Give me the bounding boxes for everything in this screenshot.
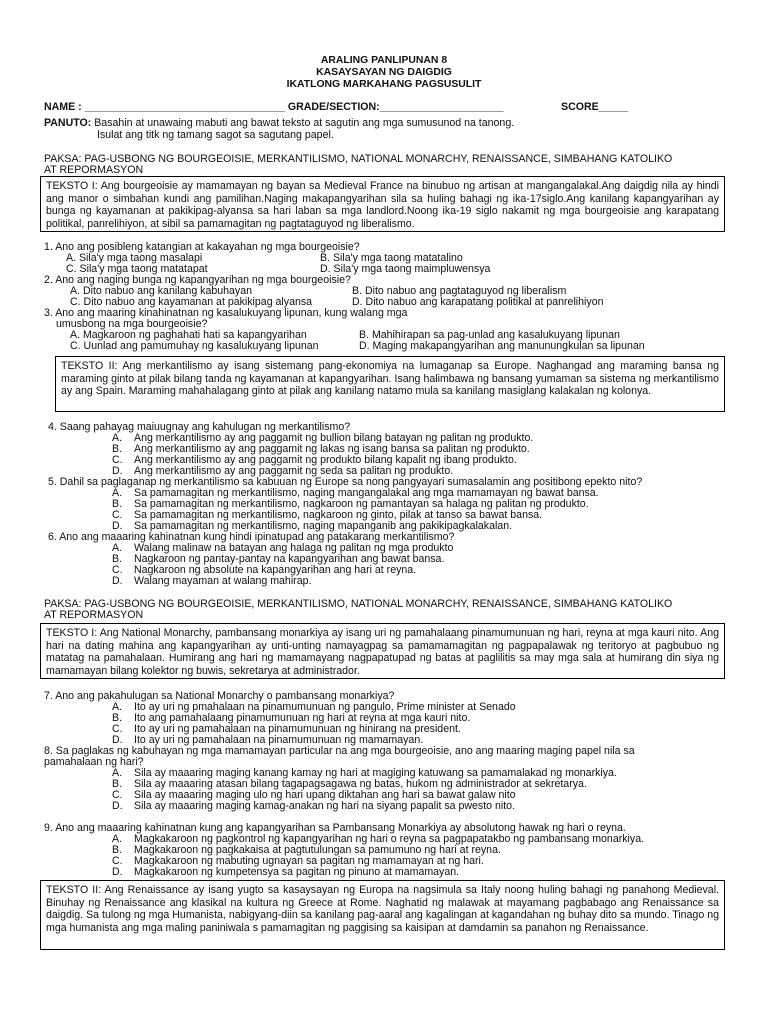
topic-heading-2-cont: AT REPORMASYON [44,609,144,621]
option-letter: D. [112,734,123,746]
exam-title: IKATLONG MARKAHANG PAGSUSULIT [286,79,482,90]
option-text: Magkakaroon ng kumpetensya sa pagitan ng pinuno at mamamayan. [134,866,460,878]
option-text: Sa pamamagitan ng merkantilismo, nagkaroon ng pamantayan sa halaga ng palitan ng produkto. [134,498,589,510]
option-letter: D. [112,575,123,587]
reading-text-box-3 [40,623,725,679]
option-text: Sa pamamagitan ng merkantilismo, naging mapanganib ang pakikipagkalakalan. [134,520,513,532]
question-9-option-d [112,866,459,879]
reading-text-1: TEKSTO I: Ang bourgeoisie ay mamamayan ng bayan sa Medieval France na binubuo ng artisan at mangangalakal.Ang daigdig nila ay hindi ang manor o simbahan kundi ang pamilihan.Naging makapangyarihan sila sa huling bahagi ng ika-17siglo.Ang kanilang kapangyarihan ay bunga ng kayamanan at pakikipag-alyansa sa hari laban sa mga landlord.Noong ika-19 siglo nakamit ng mga bourgeoisie ang karapatang politikal, panrelihiyon, at sibil sa pamamagitan ng pagtataguyod ng liberalismo. [46,180,719,230]
option-text: Sa pamamagitan ng merkantilismo, nagkaroon ng ginto, pilak at tanso sa bawat bansa. [134,509,543,521]
question-3-option-a: A. Magkaroon ng paghahati hati sa kapangyarihan [70,329,307,341]
reading-text-4: TEKSTO II: Ang Renaissance ay isang yugto sa kasaysayan ng Europa na nagsimula sa Italy noong huling bahagi ng panahong Medieval. Binuhay ng Renaissance ang klasikal na kultura ng Greece at Rome. Naghatid ng malawak at mayamang pagbabago ang Renaissance sa daigdig. Sa tulong ng mga Humanista, nabigyang-diin sa kanilang pag-aaral ang kagalingan at kagandahan ng buhay dito sa mundo. Tinago ng mga humanista ang mga maling paniniwala s pamamagitan ng paggising sa kaisipan at damdamin sa panahon ng Renaissance. [46,884,719,934]
reading-text-3: TEKSTO I: Ang National Monarchy, pambansang monarkiya ay isang uri ng pamahalaang pinamumunuan ng hari, reyna at mga kauri nito. Ang hari na dating mahina ang kapangyarihan ay unti-unting namayagpag sa pamamamagitan ng pagpapalawak ng teritoryo at pagbubuo ng matatag na pamahalaan. Humirang ang hari ng mamamayang nagpapatupad ng batas at paglilitis sa may mga sala at humirang din siya ng mamamayan bilang kolektor ng buwis, sekretarya at administrador. [46,627,719,677]
option-letter: A. [112,701,123,713]
question-3-option-c: C. Uunlad ang pamumuhay ng kasalukuyang lipunan [70,340,319,352]
option-letter: C. [112,564,123,576]
option-letter: A. [112,542,123,554]
option-text: Nagkaroon ng pantay-pantay na kapangyarihan ang bawat bansa. [134,553,445,565]
instructions [44,117,514,130]
question-1-option-c: C. Sila'y mga taong matatapat [66,263,208,275]
question-6: 6. Ano ang maaaring kahinatnan kung hindi ipinatupad ang patakarang merkantilismo? [48,531,455,543]
option-text: Nagkaroon ng absolute na kapangyarihan ang hari at reyna. [134,564,417,576]
option-letter: D. [112,465,123,477]
question-3-option-d: D. Maging makapangyarihan ang manunungkulan sa lipunan [359,340,645,352]
question-6-option-d [112,575,311,588]
option-text: Ang merkantilismo ay ang paggamit ng bullion bilang batayan ng palitan ng produkto. [134,432,534,444]
question-5: 5. Dahil sa paglaganap ng merkantilismo sa kabuuan ng Europe sa nong pangyayari sumasalamin ang positibong epekto nito? [48,476,643,488]
option-text: Walang mayaman at walang mahirap. [134,575,312,587]
option-letter: D. [112,520,123,532]
question-2-option-d: D. Dito nabuo ang karapatang politikal at panrelihiyon [352,296,604,308]
option-text: Ang merkantilismo ay ang paggamit ng seda sa palitan ng produkto. [134,465,454,477]
option-letter: A. [112,833,123,845]
option-letter: C. [112,723,123,735]
option-letter: A. [112,487,123,499]
question-1-option-a: A. Sila'y mga taong masalapi [66,252,203,264]
option-letter: C. [112,855,123,867]
question-2: 2. Ano ang naging bunga ng kapangyarihan ng mga bourgeoisie? [44,274,351,286]
option-text: Ito ang pamahalaang pinamumunuan ng hari at reyna at mga kauri nito. [134,712,471,724]
question-8-option-d [112,800,515,813]
option-letter: A. [112,432,123,444]
option-letter: C. [112,454,123,466]
instructions-line-2: Isulat ang titk ng tamang sagot sa sagutang papel. [97,129,334,141]
option-text: Ito ay uri ng pamahalaan na pinamumunuan ng hinirang na president. [134,723,461,735]
question-2-option-a: A. Dito nabuo ang kanilang kabuhayan [70,285,252,297]
question-3: 3. Ano ang maaring kinahinatnan ng kasalukuyang lipunan, kung walang mga [44,307,408,319]
option-letter: A. [112,767,123,779]
reading-text-box-4 [40,880,725,950]
option-letter: D. [112,866,123,878]
instructions-line-1: Basahin at unawaing mabuti ang bawat teksto at sagutin ang mga sumusunod na tanong. [94,117,515,129]
option-text: Sila ay maaaring maging kanang kamay ng hari at magiging katuwang sa pamamalakad ng monarkiya. [134,767,617,779]
reading-text-2: TEKSTO II: Ang merkantilismo ay isang sistemang pang-ekonomiya na lumaganap sa Europe. Naghangad ang maraming bansa ng maraming ginto at pilak bilang tanda ng kayamanan at kapangyarihan. Isang halimbawa ng bansang yumaman sa sistema ng merkantilismo ay ang Spain. Maraming mahahalagang ginto at pilak ang kanilang natamo mula sa kanilang masiglang kalakalan ng kolonya. [61,360,719,398]
option-letter: C. [112,509,123,521]
option-letter: C. [112,789,123,801]
question-1-option-b: B. Sila'y mga taong matatalino [320,252,463,264]
question-8: 8. Sa paglakas ng kabuhayan ng mga mamamayan particular na ang mga bourgeoisie, ano ang maaring maging papel nila sa [44,745,635,757]
topic-heading-1: PAKSA: PAG-USBONG NG BOURGEOISIE, MERKANTILISMO, NATIONAL MONARCHY, RENAISSANCE, SIMBAHANG KATOLIKO [44,153,673,165]
question-7: 7. Ano ang pakahulugan sa National Monarchy o pambansang monarkiya? [44,690,395,702]
score-line: SCORE_____ [561,101,629,113]
question-1: 1. Ano ang posibleng katangian at kakayahan ng mga bourgeoisie? [44,241,360,253]
option-letter: B. [112,553,123,565]
option-text: Magkakaroon ng pagkontrol ng kapangyarihan ng hari o reyna sa pagpapatakbo ng pambansang monarkiya. [134,833,645,845]
option-letter: B. [112,443,123,455]
option-letter: B. [112,712,123,724]
option-text: Sa pamamagitan ng merkantilismo, naging mangangalakal ang mga mamamayan ng bawat bansa. [134,487,599,499]
subject-title: ARALING PANLIPUNAN 8 [320,55,448,66]
option-letter: B. [112,844,123,856]
reading-text-box-2 [55,356,725,412]
course-title: KASAYSAYAN NG DAIGDIG [316,67,452,78]
option-text: Ito ay uri ng pamahalaan na pinamumunuan ng mamamayan. [134,734,424,746]
option-text: Sila ay maaaring atasan bilang tagapagsagawa ng batas, hukom ng administrador at sekretarya. [134,778,587,790]
option-letter: B. [112,778,123,790]
question-2-option-c: C. Dito nabuo ang kayamanan at pakikipag alyansa [70,296,313,308]
option-text: Walang malinaw na batayan ang halaga ng palitan ng mga produkto [134,542,454,554]
option-text: Ang merkantilismo ay ang paggamit ng produkto bilang kapalit ng ibang produkto. [134,454,517,466]
option-letter: D. [112,800,123,812]
option-text: Magkakaroon ng pagkakaisa at pagtutulungan sa pamumuno ng hari at reyna. [134,844,501,856]
option-text: Ang merkantilismo ay ang paggamit ng lakas ng isang bansa sa palitan ng produkto. [134,443,530,455]
question-4: 4. Saang pahayag maiuugnay ang kahulugan ng merkantilismo? [48,421,351,433]
topic-heading-2: PAKSA: PAG-USBONG NG BOURGEOISIE, MERKANTILISMO, NATIONAL MONARCHY, RENAISSANCE, SIMBAHANG KATOLIKO [44,598,673,610]
option-text: Ito ay uri ng pmahalaan na pinamumunuan ng pangulo, Prime minister at Senado [134,701,516,713]
name-grade-line: NAME : __________________________________ GRADE/SECTION:_____________________ [44,101,504,113]
option-letter: B. [112,498,123,510]
topic-heading-1-cont: AT REPORMASYON [44,164,144,176]
instructions-label: PANUTO: [44,117,92,129]
question-3-cont: umusbong na mga bourgeoisie? [56,318,208,330]
question-1-option-d: D. Sila'y mga taong maimpluwensya [320,263,491,275]
reading-text-box-1 [40,176,725,232]
option-text: Sila ay maaaring maging ulo ng hari upang diktahan ang hari sa bawat galaw nito [134,789,516,801]
option-text: Sila ay maaaring maging kamag-anakan ng hari na siyang papalit sa pwesto nito. [134,800,516,812]
option-text: Magkakaroon ng mabuting ugnayan sa pagitan ng mamamayan at ng hari. [134,855,484,867]
question-8-cont: pamahalaan ng hari? [44,756,144,768]
question-9: 9. Ano ang maaaring kahinatnan kung ang kapangyarihan sa Pambansang Monarkiya ay absolutong hawak ng hari o reyna. [44,822,626,834]
question-3-option-b: B. Mahihirapan sa pag-unlad ang kasalukuyang lipunan [359,329,620,341]
question-2-option-b: B. Dito nabuo ang pagtataguyod ng liberalism [352,285,567,297]
